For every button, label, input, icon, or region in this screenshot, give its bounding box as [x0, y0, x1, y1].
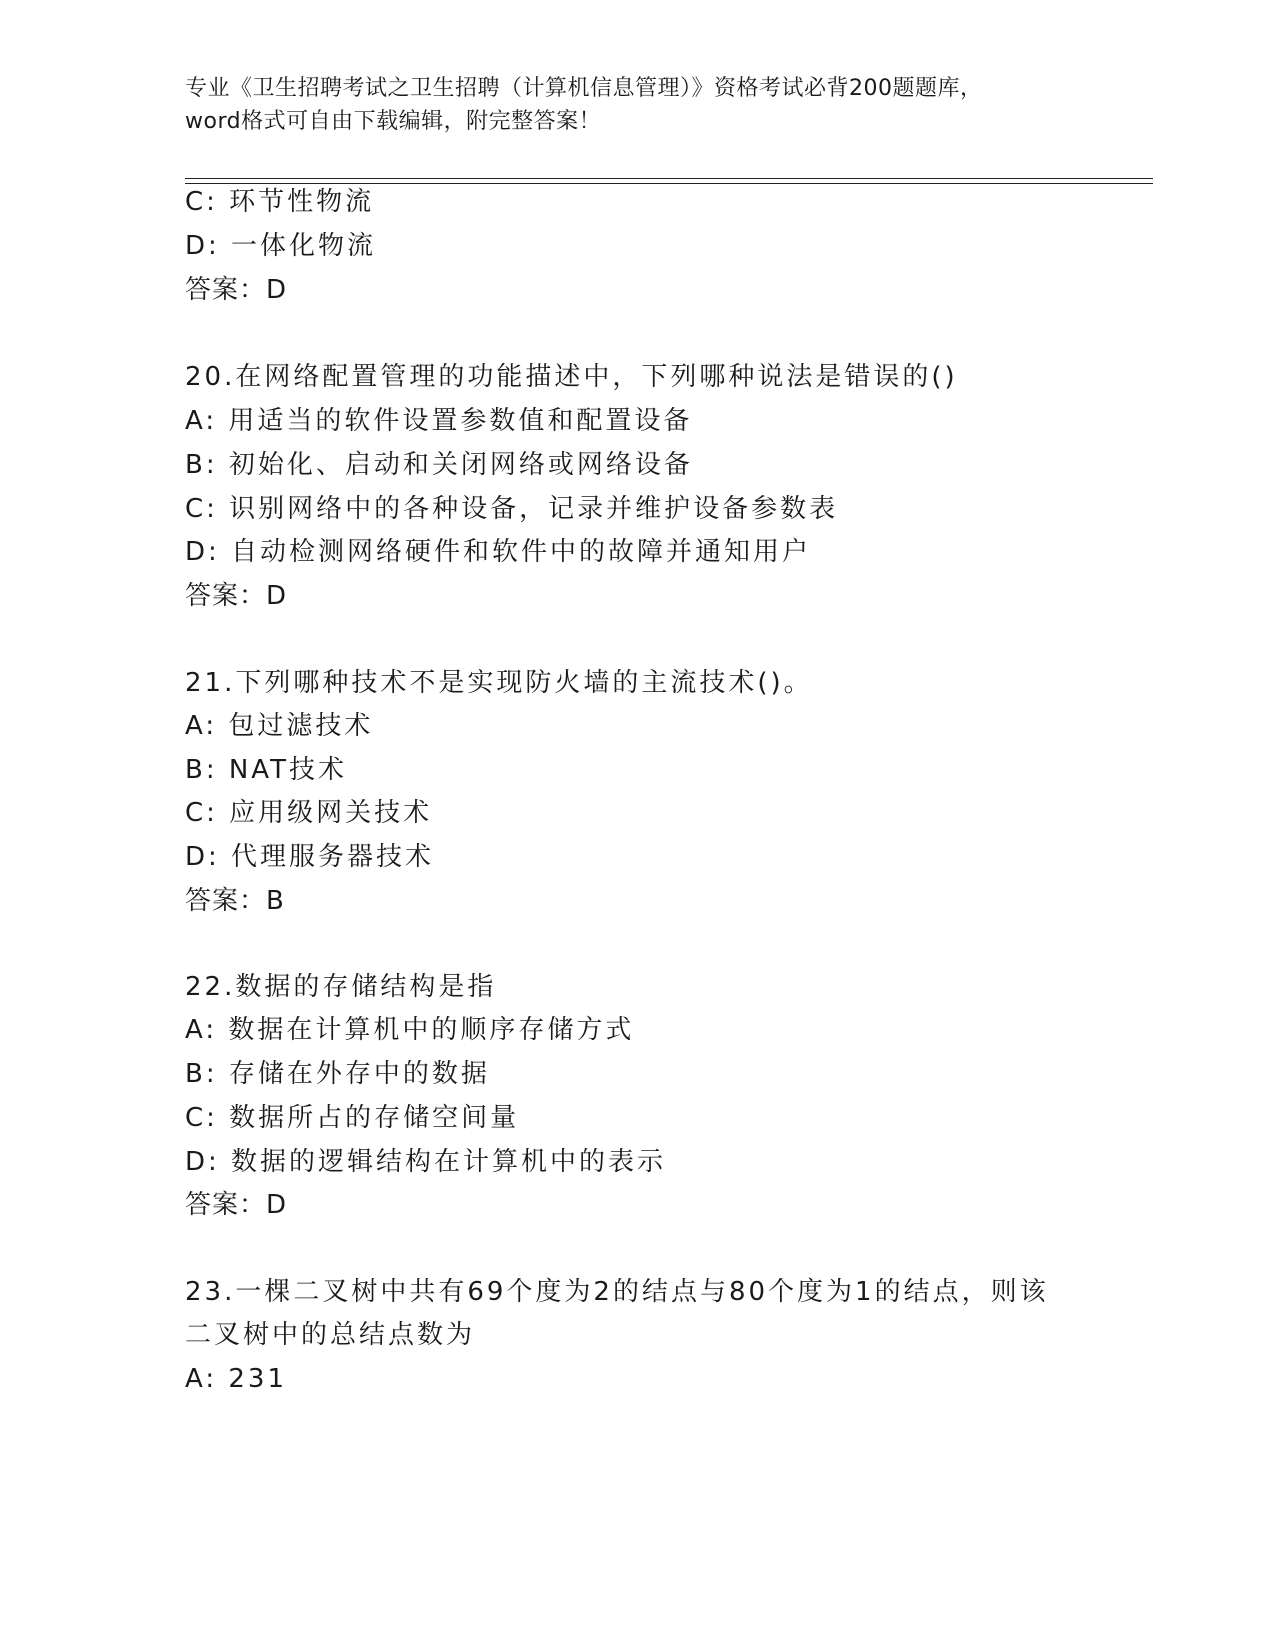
q22-option-d: D: 数据的逻辑结构在计算机中的表示 [185, 1147, 667, 1177]
q20-option-b: B: 初始化、启动和关闭网络或网络设备 [185, 450, 693, 480]
q19-option-c: C: 环节性物流 [185, 187, 375, 217]
q20-option-d: D: 自动检测网络硬件和软件中的故障并通知用户 [185, 537, 812, 567]
q22-stem: 22.数据的存储结构是指 [185, 972, 497, 1002]
q23-stem-line-2: 二叉树中的总结点数为 [185, 1320, 476, 1350]
q23-option-a: A: 231 [185, 1364, 287, 1394]
q20-answer: 答案：D [185, 581, 288, 611]
q22-answer: 答案：D [185, 1190, 288, 1220]
q21-option-d: D: 代理服务器技术 [185, 842, 435, 872]
q21-option-c: C: 应用级网关技术 [185, 798, 433, 828]
header-title-line-1: 专业《卫生招聘考试之卫生招聘（计算机信息管理）》资格考试必背200题题库， [185, 76, 983, 101]
q21-option-b: B: NAT技术 [185, 755, 347, 785]
header-title-line-2: word格式可自由下载编辑，附完整答案！ [185, 109, 602, 134]
q20-option-c: C: 识别网络中的各种设备，记录并维护设备参数表 [185, 494, 839, 524]
q20-stem: 20.在网络配置管理的功能描述中，下列哪种说法是错误的() [185, 362, 958, 392]
header-divider-bottom [185, 183, 1153, 184]
q19-option-d: D: 一体化物流 [185, 231, 377, 261]
document-header [185, 72, 1085, 138]
q19-answer: 答案：D [185, 275, 288, 305]
q22-option-c: C: 数据所占的存储空间量 [185, 1103, 520, 1133]
q21-option-a: A: 包过滤技术 [185, 711, 374, 741]
q22-option-a: A: 数据在计算机中的顺序存储方式 [185, 1015, 635, 1045]
q21-answer: 答案：B [185, 886, 285, 916]
q23-stem-line-1: 23.一棵二叉树中共有69个度为2的结点与80个度为1的结点，则该 [185, 1277, 1049, 1307]
q21-stem: 21.下列哪种技术不是实现防火墙的主流技术()。 [185, 668, 813, 698]
header-divider-top [185, 178, 1153, 179]
q20-option-a: A: 用适当的软件设置参数值和配置设备 [185, 406, 693, 436]
q22-option-b: B: 存储在外存中的数据 [185, 1059, 490, 1089]
